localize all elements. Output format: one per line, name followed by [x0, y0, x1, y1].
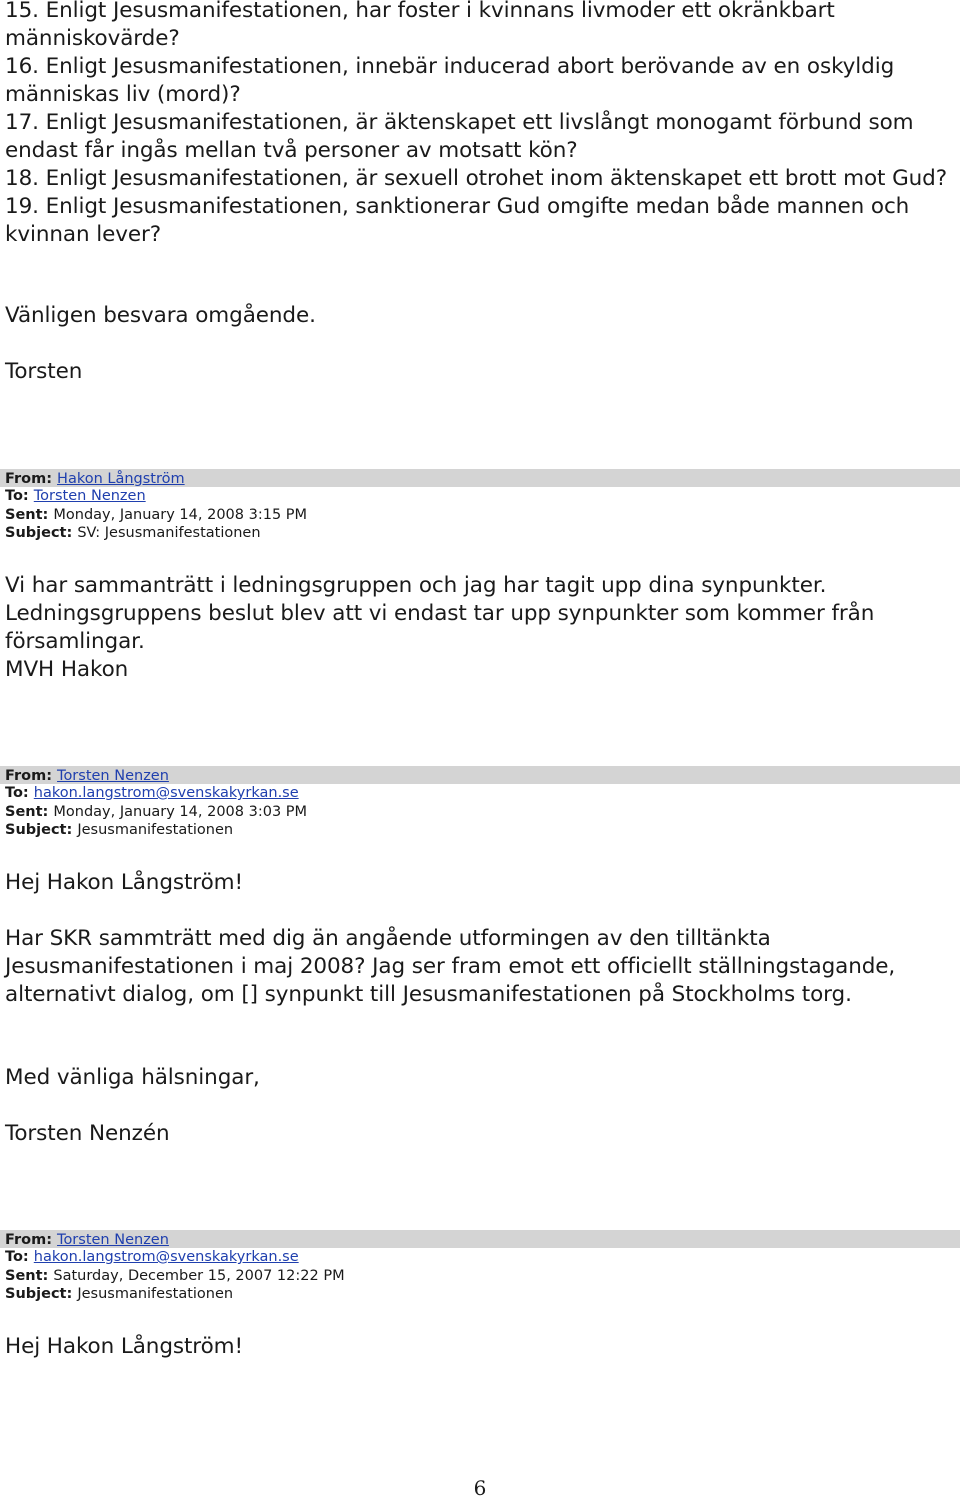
from-label: From: [5, 471, 58, 487]
email-header-1 [0, 469, 960, 543]
header-subject-row [5, 821, 960, 840]
email1-signoff: MVH Hakon [5, 657, 129, 682]
header-subject-row [5, 524, 960, 543]
page-number: 6 [473, 1476, 487, 1500]
email2-signature: Torsten Nenzén [5, 1121, 170, 1146]
email2-closing: Med vänliga hälsningar, [5, 1065, 260, 1090]
recipient-link[interactable]: Torsten Nenzen [33, 488, 146, 504]
recipient-link[interactable]: hakon.langstrom@svenskakyrkan.se [33, 1249, 299, 1265]
sender-link[interactable]: Hakon Långström [57, 471, 185, 487]
to-label: To: [5, 1249, 34, 1265]
question-18: 18. Enligt Jesusmanifestationen, är sexuell otrohet inom äktenskapet ett brott mot Gud? [5, 166, 948, 191]
email2-body-text: Har SKR sammträtt med dig än angående utformingen av den tilltänkta Jesusmanifestationen i maj 2008? Jag ser fram emot ett officiellt ställningstagande, alternativt dialog, om [] synpunkt till Jesusmanifestationen på Stockholms torg. [5, 926, 896, 1007]
header-sent-row [5, 506, 960, 525]
sent-value: Saturday, December 15, 2007 12:22 PM [53, 1267, 345, 1284]
sender-link[interactable]: Torsten Nenzen [57, 1232, 169, 1248]
sent-label: Sent: [5, 803, 54, 820]
email2-greeting: Hej Hakon Långström! [5, 870, 243, 895]
question-list [5, 0, 955, 249]
header-from-row [5, 470, 185, 488]
header-sent-row [5, 1267, 960, 1286]
question-17: 17. Enligt Jesusmanifestationen, är äktenskapet ett livslångt monogamt förbund som endast får ingås mellan två personer av motsatt kön? [5, 110, 914, 163]
from-label: From: [5, 768, 58, 784]
signature-torsten: Torsten [5, 359, 83, 384]
subject-value: SV: Jesusmanifestationen [77, 525, 261, 541]
header-sent-row [5, 803, 960, 822]
to-label: To: [5, 488, 34, 504]
subject-label: Subject: [5, 1286, 78, 1302]
sender-link[interactable]: Torsten Nenzen [57, 768, 169, 784]
sent-label: Sent: [5, 506, 54, 523]
to-label: To: [5, 785, 34, 801]
email3-greeting: Hej Hakon Långström! [5, 1334, 243, 1359]
email1-body-text: Vi har sammanträtt i ledningsgruppen och jag har tagit upp dina synpunkter. Ledningsgruppens beslut blev att vi endast tar upp synpunkter som kommer från församlingar. [5, 573, 875, 654]
subject-value: Jesusmanifestationen [77, 1286, 234, 1302]
header-from-row [5, 767, 169, 785]
email-body-1 [5, 572, 955, 684]
header-subject-row [5, 1285, 960, 1304]
sent-value: Monday, January 14, 2008 3:03 PM [53, 803, 308, 820]
header-to-row [5, 784, 960, 803]
sent-label: Sent: [5, 1267, 54, 1284]
email-header-2 [0, 766, 960, 840]
subject-value: Jesusmanifestationen [77, 822, 234, 838]
question-16: 16. Enligt Jesusmanifestationen, innebär inducerad abort berövande av en oskyldig människas liv (mord)? [5, 54, 895, 107]
header-to-row [5, 1248, 960, 1267]
header-from-row [5, 1231, 169, 1249]
from-label: From: [5, 1232, 58, 1248]
question-15: 15. Enligt Jesusmanifestationen, har foster i kvinnans livmoder ett okränkbart människovärde? [5, 0, 835, 51]
recipient-link[interactable]: hakon.langstrom@svenskakyrkan.se [33, 785, 299, 801]
closing-request: Vänligen besvara omgående. [5, 303, 316, 328]
email-header-3 [0, 1230, 960, 1304]
question-19: 19. Enligt Jesusmanifestationen, sanktionerar Gud omgifte medan både mannen och kvinnan lever? [5, 194, 910, 247]
subject-label: Subject: [5, 525, 78, 541]
sent-value: Monday, January 14, 2008 3:15 PM [53, 506, 308, 523]
subject-label: Subject: [5, 822, 78, 838]
header-to-row [5, 487, 960, 506]
